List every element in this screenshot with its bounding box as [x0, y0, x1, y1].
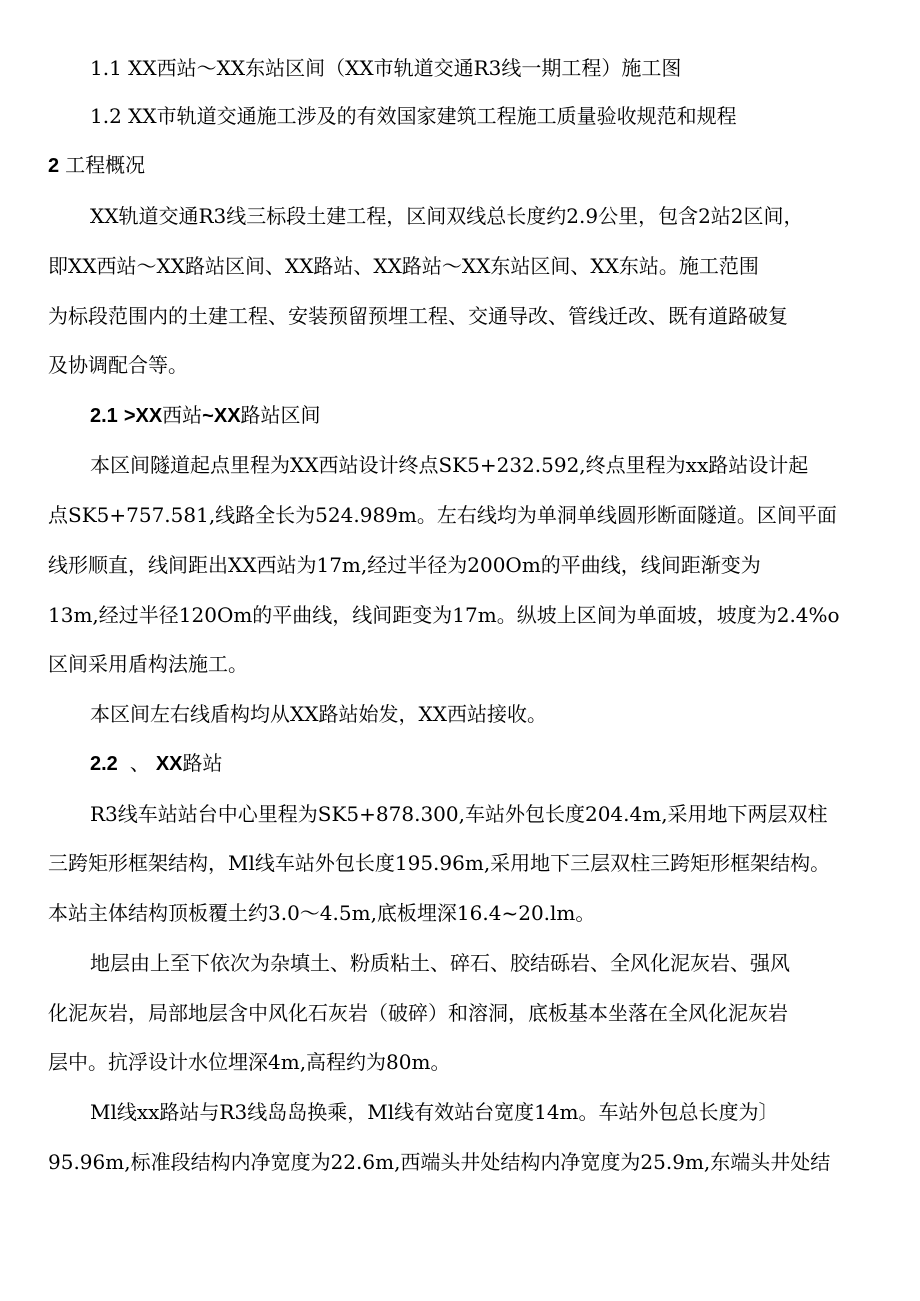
ref-item-1-2: 1.2 XX市轨道交通施工涉及的有效国家建筑工程施工质量验收规范和规程: [90, 104, 737, 128]
ref-item-1-1: 1.1 XX西站～XX东站区间（XX市轨道交通R3线一期工程）施工图: [90, 56, 682, 80]
paragraph-shield-line-1: 本区间左右线盾构均从XX路站始发，XX西站接收。: [90, 702, 547, 726]
paragraph-transfer-line-2: 95.96m,标准段结构内净宽度为22.6m,西端头井处结构内净宽度为25.9m,东端头井处结: [48, 1150, 831, 1174]
section-number: 2.2: [90, 753, 118, 775]
paragraph-tunnel-line-4: 13m,经过半径120Om的平曲线，线间距变为17m。纵坡上区间为单面坡，坡度为2.4%o: [48, 603, 840, 627]
paragraph-tunnel-line-1: 本区间隧道起点里程为XX西站设计终点SK5+232.592,终点里程为xx路站设计起: [90, 453, 809, 477]
section-title: 路站区间: [240, 405, 321, 427]
paragraph-station-line-1: R3线车站站台中心里程为SK5+878.300,车站外包长度204.4m,采用地下两层双柱: [90, 802, 828, 826]
paragraph-station-line-3: 本站主体结构顶板覆土约3.0～4.5m,底板埋深16.4~20.lm。: [48, 901, 596, 925]
paragraph-overview-line-1: XX轨道交通R3线三标段土建工程，区间双线总长度约2.9公里，包含2站2区间，: [90, 204, 804, 228]
section-title-prefix: XX: [155, 753, 183, 775]
paragraph-transfer-line-1: Ml线xx路站与R3线岛岛换乘，Ml线有效站台宽度14m。车站外包总长度为〕: [90, 1100, 779, 1124]
section-heading-2-1: [90, 404, 321, 428]
section-number: 2: [48, 155, 60, 177]
paragraph-strata-line-3: 层中。抗浮设计水位埋深4m,高程约为80m。: [48, 1050, 451, 1074]
paragraph-tunnel-line-3: 线形顺直，线间距出XX西站为17m,经过半径为200Om的平曲线，线间距渐变为: [48, 553, 761, 577]
section-number: 2.1: [90, 405, 118, 427]
paragraph-station-line-2: 三跨矩形框架结构，Ml线车站外包长度195.96m,采用地下三层双柱三跨矩形框架结构。: [48, 851, 831, 875]
paragraph-overview-line-2: 即XX西站～XX路站区间、XX路站、XX路站～XX东站区间、XX东站。施工范围: [48, 254, 759, 278]
paragraph-tunnel-line-5: 区间采用盾构法施工。: [48, 652, 248, 676]
section-title: 路站: [182, 753, 223, 775]
paragraph-overview-line-4: 及协调配合等。: [48, 353, 188, 377]
section-title-part: 西站: [162, 405, 203, 427]
section-title-part-bold: ~XX: [202, 405, 241, 427]
section-title-prefix: >XX: [123, 405, 163, 427]
section-heading-2-2: [90, 752, 223, 776]
paragraph-strata-line-1: 地层由上至下依次为杂填土、粉质粘土、碎石、胶结砾岩、全风化泥灰岩、强风: [90, 951, 790, 975]
paragraph-overview-line-3: 为标段范围内的土建工程、安装预留预埋工程、交通导改、管线迁改、既有道路破复: [48, 304, 788, 328]
paragraph-strata-line-2: 化泥灰岩，局部地层含中风化石灰岩（破碎）和溶洞，底板基本坐落在全风化泥灰岩: [48, 1001, 788, 1025]
paragraph-tunnel-line-2: 点SK5+757.581,线路全长为524.989m。左右线均为单洞单线圆形断面隧道。区间平面: [48, 503, 837, 527]
section-separator: 、: [129, 753, 150, 775]
section-heading-2: [48, 154, 145, 178]
section-title: 工程概况: [65, 155, 146, 177]
